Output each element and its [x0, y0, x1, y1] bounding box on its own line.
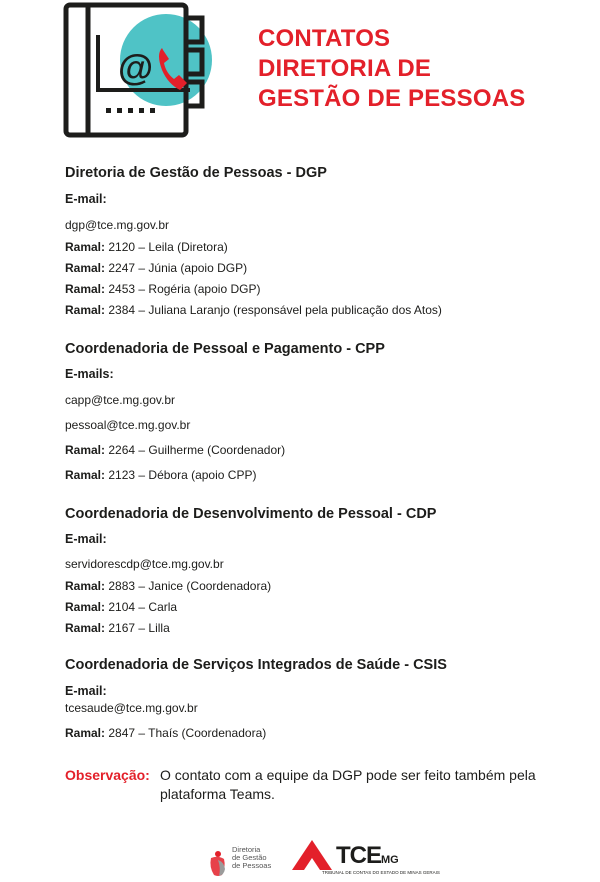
ramal-line — [65, 620, 585, 636]
ramal-label: Ramal: — [65, 600, 106, 614]
ramal-value: 2264 – Guilherme (Coordenador) — [108, 443, 286, 457]
ramal-label: Ramal: — [65, 303, 106, 317]
section-title: Coordenadoria de Serviços Integrados de Saúde - CSIS — [65, 657, 447, 673]
ramal-value: 2104 – Carla — [108, 600, 178, 614]
email-link[interactable]: servidorescdp@tce.mg.gov.br — [65, 557, 224, 571]
tce-logo-suffix: MG — [381, 854, 399, 866]
section-cdp — [65, 504, 585, 636]
email-label: E-mail: — [65, 684, 107, 698]
dgp-logo-line: de Pessoas — [232, 861, 272, 870]
section-csis — [65, 655, 585, 741]
ramal-label: Ramal: — [65, 240, 106, 254]
ramal-line — [65, 442, 585, 458]
title-line: DIRETORIA DE — [258, 55, 432, 82]
ramal-label: Ramal: — [65, 468, 106, 482]
email-link[interactable]: pessoal@tce.mg.gov.br — [65, 418, 191, 432]
contact-book-icon — [62, 2, 222, 142]
ramal-value: 2847 – Thaís (Coordenadora) — [108, 726, 267, 740]
email-label: E-mail: — [65, 192, 107, 206]
contacts-list — [65, 163, 585, 741]
ramal-line — [65, 578, 585, 594]
title-line: GESTÃO DE PESSOAS — [258, 85, 526, 112]
ramal-value: 2453 – Rogéria (apoio DGP) — [108, 282, 261, 296]
section-title: Coordenadoria de Desenvolvimento de Pessoal - CDP — [65, 506, 437, 522]
ramal-label: Ramal: — [65, 261, 106, 275]
ramal-value: 2120 – Leila (Diretora) — [108, 240, 228, 254]
tce-logo-text — [336, 842, 399, 870]
tce-logo-subtitle: TRIBUNAL DE CONTAS DO ESTADO DE MINAS GERAIS — [322, 870, 440, 875]
svg-text:@: @ — [118, 47, 154, 88]
ramal-line — [65, 281, 585, 297]
tce-logo-name: TCE — [336, 842, 381, 869]
ramal-value: 2247 – Júnia (apoio DGP) — [108, 261, 248, 275]
title-line: CONTATOS — [258, 25, 391, 52]
page-title — [258, 24, 525, 114]
ramal-line — [65, 302, 585, 318]
dgp-logo-line: de Gestão — [232, 853, 267, 862]
ramal-line — [65, 467, 585, 483]
section-dgp — [65, 163, 585, 318]
ramal-value: 2883 – Janice (Coordenadora) — [108, 579, 272, 593]
ramal-label: Ramal: — [65, 579, 106, 593]
ramal-label: Ramal: — [65, 726, 106, 740]
dgp-logo-line: Diretoria — [232, 845, 261, 854]
section-cpp — [65, 339, 585, 483]
dgp-logo-text — [232, 846, 271, 870]
ramal-line — [65, 239, 585, 255]
observation-text: O contato com a equipe da DGP pode ser feito também pela plataforma Teams. — [160, 767, 536, 802]
email-link[interactable]: capp@tce.mg.gov.br — [65, 393, 176, 407]
ramal-line — [65, 599, 585, 615]
email-label: E-mails: — [65, 367, 114, 381]
ramal-label: Ramal: — [65, 282, 106, 296]
email-link[interactable]: dgp@tce.mg.gov.br — [65, 218, 170, 232]
email-label: E-mail: — [65, 532, 107, 546]
ramal-label: Ramal: — [65, 443, 106, 457]
email-link[interactable]: tcesaude@tce.mg.gov.br — [65, 701, 198, 715]
section-title: Coordenadoria de Pessoal e Pagamento - CPP — [65, 341, 385, 357]
ramal-label: Ramal: — [65, 621, 106, 635]
ramal-line — [65, 260, 585, 276]
ramal-value: 2167 – Lilla — [108, 621, 170, 635]
ramal-line — [65, 725, 585, 741]
ramal-value: 2123 – Débora (apoio CPP) — [108, 468, 257, 482]
ramal-value: 2384 – Juliana Laranjo (responsável pela publicação dos Atos) — [108, 303, 442, 317]
observation-label: Observação: — [65, 767, 150, 783]
section-title: Diretoria de Gestão de Pessoas - DGP — [65, 165, 327, 181]
footer — [0, 830, 600, 882]
